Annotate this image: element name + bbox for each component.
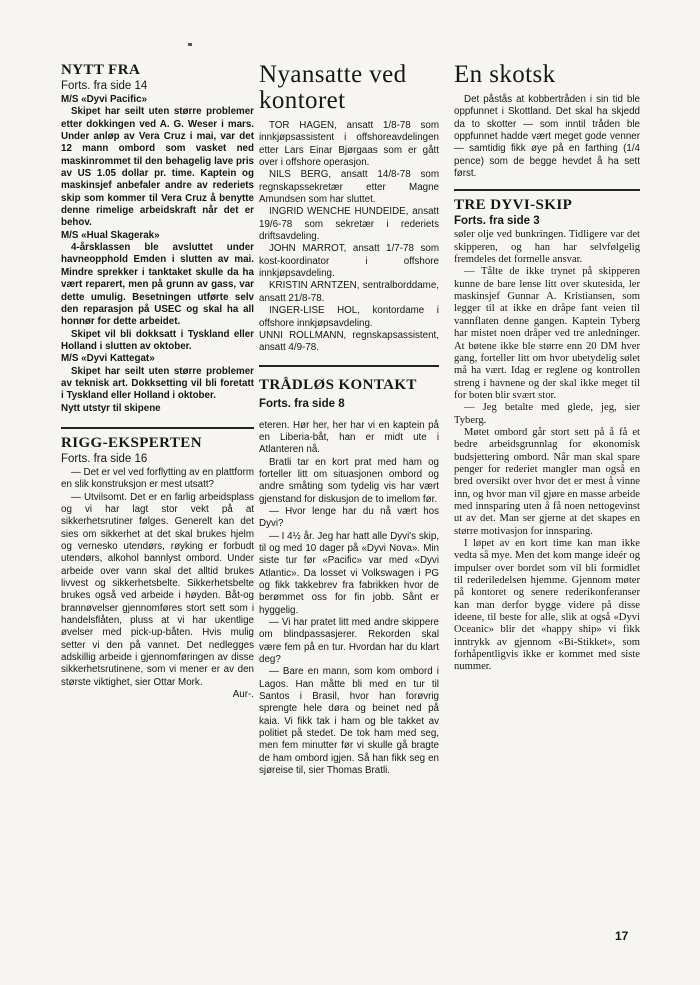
nytt-fra-forts: Forts. fra side 14 [61, 80, 148, 92]
tre-dyvi-forts: Forts. fra side 3 [454, 215, 540, 228]
column-right [454, 62, 640, 674]
tre-dyvi-heading: TRE DYVI-SKIP [454, 197, 573, 214]
nytt-fra-heading: NYTT FRA [61, 62, 141, 78]
tradlos-paragraph: eteren. Hør her, her har vi en kaptein på en Liberia-båt, han er midt ute i Atlanteren nå. [259, 419, 439, 456]
paragraph-skagerak: 4-årsklassen ble avsluttet under havneopphold Emden i slutten av mai. Mindre sprekker i tanktaket skulle da ha vært reparert, men på grunn av gass, var dette umulig. Besetningen utførte selv den reparasjon på USEC og skal ha all honnør for dette arbeidet. [61, 242, 254, 328]
tradlos-heading: TRÅDLØS KONTAKT [259, 376, 417, 393]
tradlos-forts: Forts. fra side 8 [259, 397, 345, 410]
tre-dyvi-paragraph: Møtet ombord går stort sett på å få et bedre arbeidsgrunnlag for økonomisk budsjettering ombord. Når man skal spare penger for rederiet mangler man også en bred oversikt over hvor det er mest å vinne inn, og hvor man vil gjøre en masse arbeide med innsparing uten å få noen nettogevinst ut av det. Man ser gjerne at det skapes en større motivasjon for innsparing. [454, 426, 640, 537]
nyansatte-entry: TOR HAGEN, ansatt 1/8-78 som innkjøpsassistent i offshoreavdelingen etter Lars Einar Bjørgaas som er gått over i offshore operasjon. [259, 120, 439, 169]
tradlos-paragraph: — Vi har pratet litt med andre skippere om blindpassasjerer. Rekorden skal være fem på en tur. Hvordan har du klart deg? [259, 617, 439, 666]
rigg-heading: RIGG-EKSPERTEN [61, 434, 202, 451]
paragraph-pacific: Skipet har seilt uten større problemer etter dokkingen ved A. G. Weser i mars. Under anløp av Vera Cruz i mai, var det 12 mann ombord som vasket ned maskinrommet til den behagelig lave pris av US 1.05 dollar pr. time. Kaptein og maskinsjef anbefaler andre av rederiets skip som kommer til Vera Cruz å benytte denne rimelige arbeidskraft når det er behov. [61, 106, 254, 229]
divider-rule [61, 427, 254, 429]
column-left [61, 62, 254, 701]
nytt-fra-body [61, 94, 254, 415]
tre-dyvi-paragraph: søler olje ved bunkringen. Tidligere var det skipperen, og han har selvfølgelig fremdeles det formelle ansvar. [454, 229, 640, 266]
paragraph-kattegat: Skipet har seilt uten større problemer av teknisk art. Dokksetting vil bli foretatt i Tyskland eller Holland i oktober. [61, 365, 254, 402]
tradlos-paragraph: — Bare en mann, som kom ombord i Lagos. Han måtte bli med en tur til Santos i Brasil, hvor han forøvrig sprengte hele døra og beinet ned på kaia. Vi fikk tak i ham og ble takket av politiet på stedet. De tok ham med seg, men fem minutter før vi skulle gå bragte de ham ombord igjen. Så han fikk seg en sjøreise til, sier Thomas Bratli. [259, 666, 439, 777]
staple-mark [188, 43, 192, 46]
tre-dyvi-paragraph: — Jeg betalte med glede, jeg, sier Tyberg. [454, 402, 640, 426]
rigg-signature: Aur-. [232, 689, 254, 701]
divider-rule [259, 365, 439, 367]
tre-dyvi-paragraph: I løpet av en kort time kan man ikke vedta så mye. Men det kom mange ideér og impulser over bordet som vil bli formidlet til rederiledelsen hjemme. Gjennom møter på kontoret og senere rederikonferanser kan man derfor bygge videre på disse ideene, til beste for alle, slik at også «Dyvi Oceanic» blir det «happy ship» vi fikk inntrykk av gjennom «Bi-Stikket», som forhåpentligvis ikke er kommet med siste nummer. [454, 538, 640, 673]
nyansatte-entry: JOHN MARROT, ansatt 1/7-78 som kost-koordinator i offshore innkjøpsavdeling. [259, 243, 439, 280]
column-middle [259, 62, 439, 778]
skotsk-heading: En skotsk [454, 61, 556, 88]
nyansatte-entry: NILS BERG, ansatt 14/8-78 som regnskapssekretær etter Magne Amundsen som har sluttet. [259, 169, 439, 206]
tradlos-paragraph: Bratli tar en kort prat med ham og forteller litt om situasjonen ombord og andre småting som tydelig vis har vært gjenstand for diskusjon de to imellom før. [259, 456, 439, 505]
tradlos-paragraph: — I 4½ år. Jeg har hatt alle Dyvi's skip, til og med 10 dager på «Dyvi Nova». Min siste tur før «Pacific» var med «Dyvi Atlantic». Da losset vi Volkswagen i PG og fikk takkebrev fra fabrikken hvor de berømmet oss for fin jobb. Sånt er hyggelig. [259, 530, 439, 616]
ship-heading-skagerak: M/S «Hual Skagerak» [61, 229, 160, 241]
nyansatte-entry: INGRID WENCHE HUNDEIDE, ansatt 19/6-78 som sekretær i rederiets driftsavdeling. [259, 206, 439, 243]
page-number: 17 [615, 929, 629, 943]
tradlos-body [259, 420, 439, 778]
nytt-utstyr-line: Nytt utstyr til skipene [61, 402, 161, 414]
tradlos-paragraph: — Hvor lenge har du nå vært hos Dyvi? [259, 505, 439, 530]
paragraph-skagerak-dock: Skipet vil bli dokksatt i Tyskland eller Holland i slutten av oktober. [61, 328, 254, 352]
nyansatte-entry: UNNI ROLLMANN, regnskapsassistent, ansatt 4/9-78. [259, 329, 439, 354]
ship-heading-pacific: M/S «Dyvi Pacific» [61, 94, 148, 105]
rigg-question: — Det er vel ved forflytting av en plattform en slik konstruksjon er mest utsatt? [61, 466, 254, 491]
skotsk-paragraph: Det påstås at kobbertråden i sin tid ble oppfunnet i Skottland. Det skal ha skjedd da to skotter — som inntil tråden ble oppfunnet hadde vært meget gode venner — samtidig fikk øye på en farthing (1/4 pence) som de begge hevdet å ha sett først. [454, 94, 640, 180]
nyansatte-body [259, 120, 439, 355]
tre-dyvi-body [454, 229, 640, 673]
nyansatte-entry: KRISTIN ARNTZEN, sentralborddame, ansatt 21/8-78. [259, 280, 439, 304]
ship-heading-kattegat: M/S «Dyvi Kattegat» [61, 353, 155, 365]
divider-rule [454, 189, 640, 191]
tre-dyvi-paragraph: — Tålte de ikke trynet på skipperen kunne de bare lense litt over skutesida, ler maskinsjef Gunnar A. Kristiansen, som legger til at ikke en dråpe fant veien til vannflaten denne gangen. Kaptein Tyberg har mistet noen dråper ved tre anledninger. At bøtene ikke ble større enn 20 DM hver gang, forteller litt om hvor ubetydelig sølet må ha vært. Idag er reglene og kontrollen streng i havnene og der skal ikke meget til for boten blir svært stor. [454, 266, 640, 401]
rigg-forts: Forts. fra side 16 [61, 452, 148, 465]
nyansatte-entry: INGER-LISE HOL, kontordame i offshore innkjøpsavdeling. [259, 305, 439, 329]
nyansatte-heading: Nyansatte ved kontoret [259, 61, 407, 114]
rigg-answer: — Utvilsomt. Det er en farlig arbeidsplass og vi har lagt stor vekt på at sikkerhetsrutiner følges. Generelt kan det sies om sikkerhet at det skal brukes hjelm og vernesko utendørs, røyking er forbudt utendørs, alkohol bannlyst ombord. Under arbeide over vann skal det alltid brukes livvest og sikkerhetsbelte. Sikkerhetsbelte brukes også ved arbeide i høyden. Båt-og brannøvelser gjennomføres stort sett som i handelsflåten, pluss at vi har ukentlige øvelser med pick-up-båten. Hvis mulig setter vi den på vannet. Det nedlegges adskillig arbeide i gjennomføringen av disse sikkerhetsrutinene, som vi mener er av den største viktighet, sier Ottar Mork. [61, 491, 254, 688]
